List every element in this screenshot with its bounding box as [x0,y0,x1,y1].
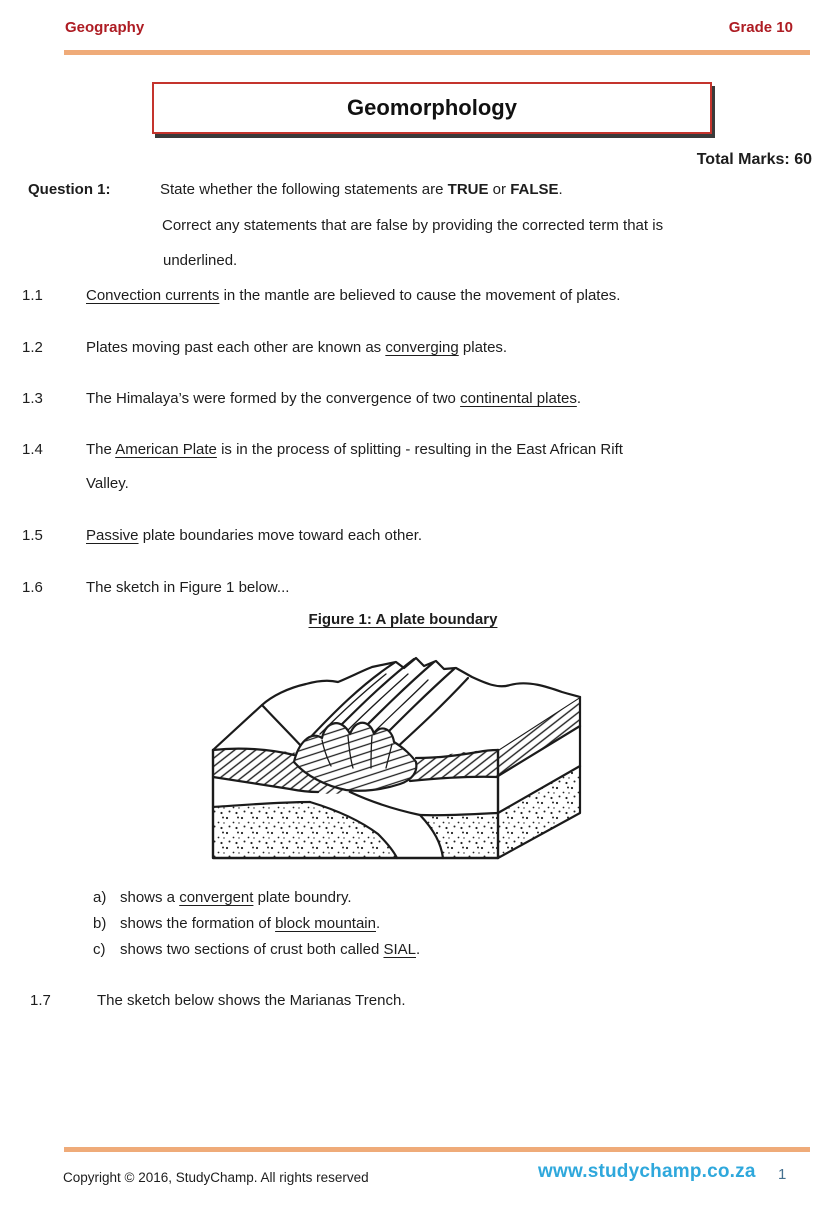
statement-1-3 [0,390,834,410]
statement-text: Convection currents in the mantle are believed to cause the movement of plates. [86,287,621,304]
page-title: Geomorphology [347,95,517,120]
footer-copyright: Copyright © 2016, StudyChamp. All rights reserved [63,1170,369,1185]
footer-rule [64,1147,810,1152]
statement-1-4-line2: Valley. [86,475,129,492]
statement-number: 1.1 [22,287,43,304]
statement-number: 1.5 [22,527,43,544]
option-text: shows two sections of crust both called SIAL. [120,941,421,958]
option-label: a) [93,889,107,906]
statement-1-6 [0,579,834,599]
header-subject: Geography [65,19,145,36]
option-text: shows the formation of block mountain. [120,915,381,932]
header-grade: Grade 10 [728,19,793,36]
question-1-line2: Correct any statements that are false by providing the corrected term that is [162,217,664,234]
option-b [0,915,834,935]
option-c [0,941,834,961]
statement-1-2 [0,339,834,359]
statement-text: Plates moving past each other are known as converging plates. [86,339,508,356]
statement-1-1 [0,287,834,307]
statement-number: 1.2 [22,339,43,356]
statement-text: The sketch below shows the Marianas Trench. [97,992,406,1009]
statement-text: The American Plate is in the process of splitting - resulting in the East African Rift [86,441,623,458]
statement-1-7 [0,992,834,1012]
footer-website-link[interactable]: www.studychamp.co.za [538,1161,756,1182]
title-box [152,82,712,134]
statement-number: 1.6 [22,579,43,596]
figure-1-caption: Figure 1: A plate boundary [308,611,498,628]
statement-text: The Himalaya’s were formed by the convergence of two continental plates. [86,390,581,407]
statement-number: 1.7 [30,992,51,1009]
option-text: shows a convergent plate boundry. [120,889,352,906]
question-1-line1: State whether the following statements are TRUE or FALSE. [160,181,563,198]
statement-text: The sketch in Figure 1 below... [86,579,290,596]
option-a [0,889,834,909]
question-1-label: Question 1: [28,181,111,198]
header-rule [64,50,810,55]
figure-1-plate-boundary-diagram [210,650,588,864]
statement-1-4 [0,441,834,461]
option-label: b) [93,915,107,932]
statement-number: 1.4 [22,441,43,458]
statement-1-5 [0,527,834,547]
footer-page-number: 1 [778,1166,787,1183]
statement-text: Passive plate boundaries move toward each other. [86,527,423,544]
option-label: c) [93,941,106,958]
question-1-line3: underlined. [163,252,238,269]
total-marks: Total Marks: 60 [696,151,812,168]
statement-number: 1.3 [22,390,43,407]
